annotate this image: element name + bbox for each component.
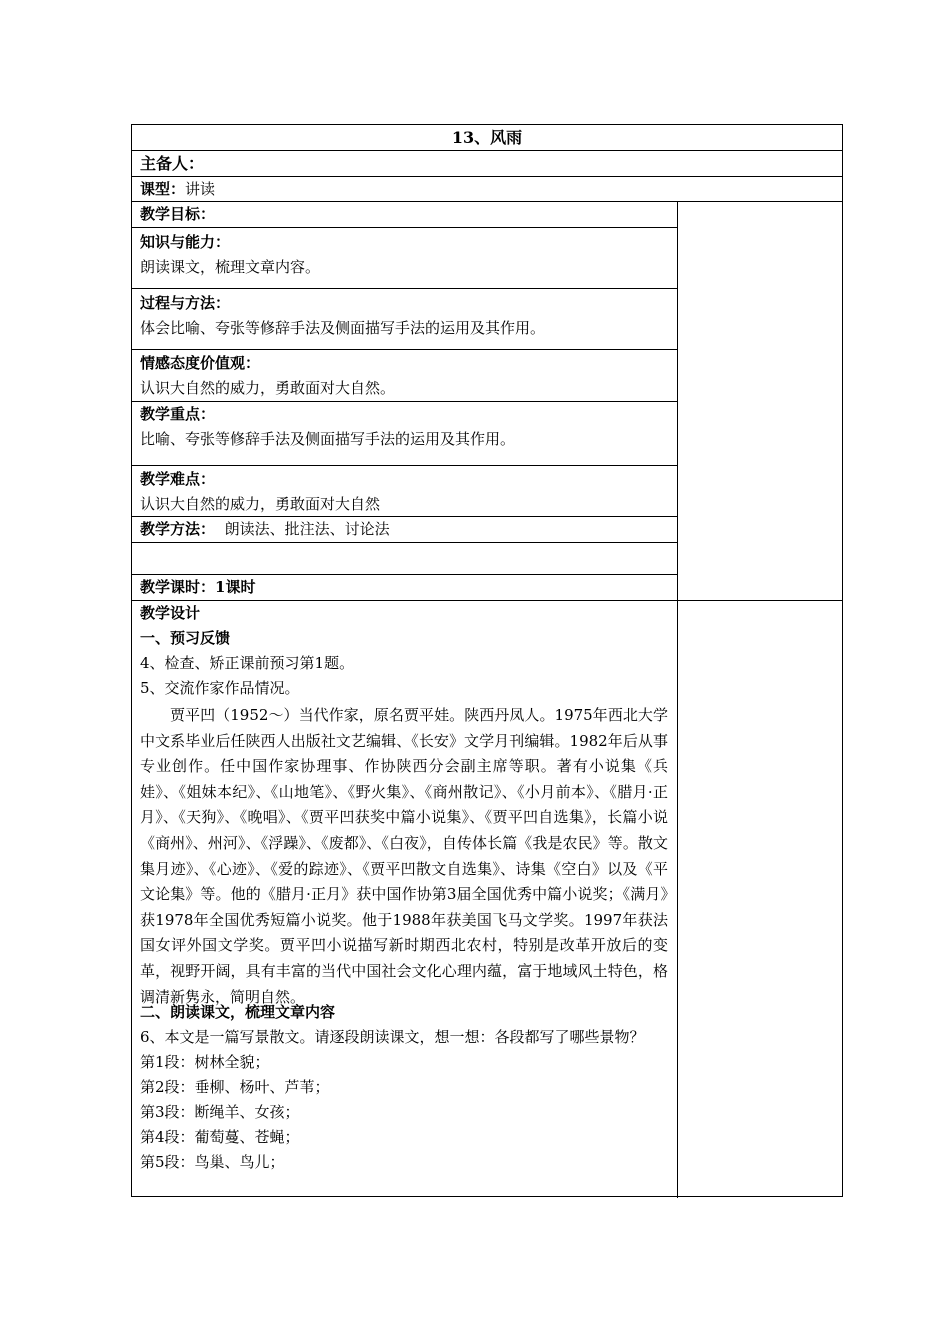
- design-heading: 教学设计: [140, 604, 201, 622]
- item-6: 6、本文是一篇写景散文。请逐段朗读课文，想一想：各段都写了哪些景物？: [140, 1028, 645, 1046]
- preparer-label: 主备人：: [140, 154, 205, 173]
- lesson-plan-table: [131, 124, 843, 1197]
- section-read-aloud: 二、朗读课文，梳理文章内容: [140, 1003, 336, 1021]
- section-preview-feedback: 一、预习反馈: [140, 629, 231, 647]
- lesson-type-value: 讲读: [185, 180, 216, 198]
- process-text: 体会比喻、夸张等修辞手法及侧面描写手法的运用及其作用。: [140, 319, 546, 337]
- title-row: [132, 125, 842, 151]
- difficulty-label: 教学难点：: [140, 470, 216, 488]
- knowledge-text: 朗读课文，梳理文章内容。: [140, 258, 321, 276]
- emotion-label: 情感态度价值观：: [140, 354, 261, 372]
- item-4: 4、检查、矫正课前预习第1题。: [140, 654, 355, 672]
- item-5: 5、交流作家作品情况。: [140, 679, 300, 697]
- key-points-text: 比喻、夸张等修辞手法及侧面描写手法的运用及其作用。: [140, 430, 516, 448]
- hours-row: [132, 575, 842, 601]
- paragraph-2: 第2段：垂柳、杨叶、芦苇；: [140, 1078, 330, 1096]
- method-text: 朗读法、批注法、讨论法: [224, 520, 390, 538]
- lesson-type-label: 课型：: [140, 180, 186, 198]
- process-row: [132, 289, 677, 350]
- paragraph-3: 第3段：断绳羊、女孩；: [140, 1103, 300, 1121]
- lesson-type-row: [132, 177, 842, 202]
- blank-row: [132, 543, 677, 575]
- paragraph-1: 第1段：树林全貌；: [140, 1053, 270, 1071]
- process-label: 过程与方法：: [140, 294, 231, 312]
- emotion-row: [132, 350, 677, 402]
- author-bio: [140, 703, 668, 1010]
- emotion-text: 认识大自然的威力，勇敢面对大自然。: [140, 379, 396, 397]
- objectives-heading: 教学目标：: [140, 205, 216, 223]
- column-divider-bottom: [677, 601, 678, 1198]
- method-row: [132, 517, 677, 543]
- knowledge-label: 知识与能力：: [140, 233, 231, 251]
- method-label: 教学方法：: [140, 520, 216, 538]
- hours-label: 教学课时：: [140, 578, 216, 596]
- paragraph-4: 第4段：葡萄蔓、苍蝇；: [140, 1128, 300, 1146]
- difficulty-text: 认识大自然的威力，勇敢面对大自然: [140, 495, 381, 513]
- knowledge-row: [132, 228, 677, 289]
- preparer-row: [132, 151, 842, 177]
- lesson-title: 13、风雨: [451, 128, 523, 147]
- hours-value: 1课时: [215, 578, 256, 596]
- design-cell: [132, 601, 677, 1196]
- author-bio-text: 贾平凹（1952～）当代作家，原名贾平娃。陕西丹凤人。1975年西北大学中文系毕业后任陕西人出版社文艺编辑、《长安》文学月刊编辑。1982年后从事专业创作。任中国作家协理事、作协陕西分会副主席等职。著有小说集《兵娃》、《姐妹本纪》、《山地笔》、《野火集》、《商州散记》、《小月前本》、《腊月·正月》、《天狗》、《晚唱》、《贾平凹获奖中篇小说集》、《贾平凹自选集》，长篇小说《商州》、州河》、《浮躁》、《废都》、《白夜》，自传体长篇《我是农民》等。散文集月迹》、《心迹》、《爱的踪迹》、《贾平凹散文自选集》、诗集《空白》以及《平文论集》等。他的《腊月·正月》获中国作协第3届全国优秀中篇小说奖；《满月》获1978年全国优秀短篇小说奖。他于1988年获美国飞马文学奖。1997年获法国女评外国文学奖。贾平凹小说描写新时期西北农村，特别是改革开放后的变革，视野开阔，具有丰富的当代中国社会文化心理内蕴，富于地域风土特色，格调清新隽永，简明自然。: [140, 706, 668, 1006]
- paragraph-5: 第5段：鸟巢、鸟儿；: [140, 1153, 285, 1171]
- key-points-row: [132, 402, 677, 466]
- difficulty-row: [132, 466, 677, 517]
- objectives-heading-row: [132, 202, 677, 228]
- column-divider-top: [677, 202, 678, 601]
- key-points-label: 教学重点：: [140, 405, 216, 423]
